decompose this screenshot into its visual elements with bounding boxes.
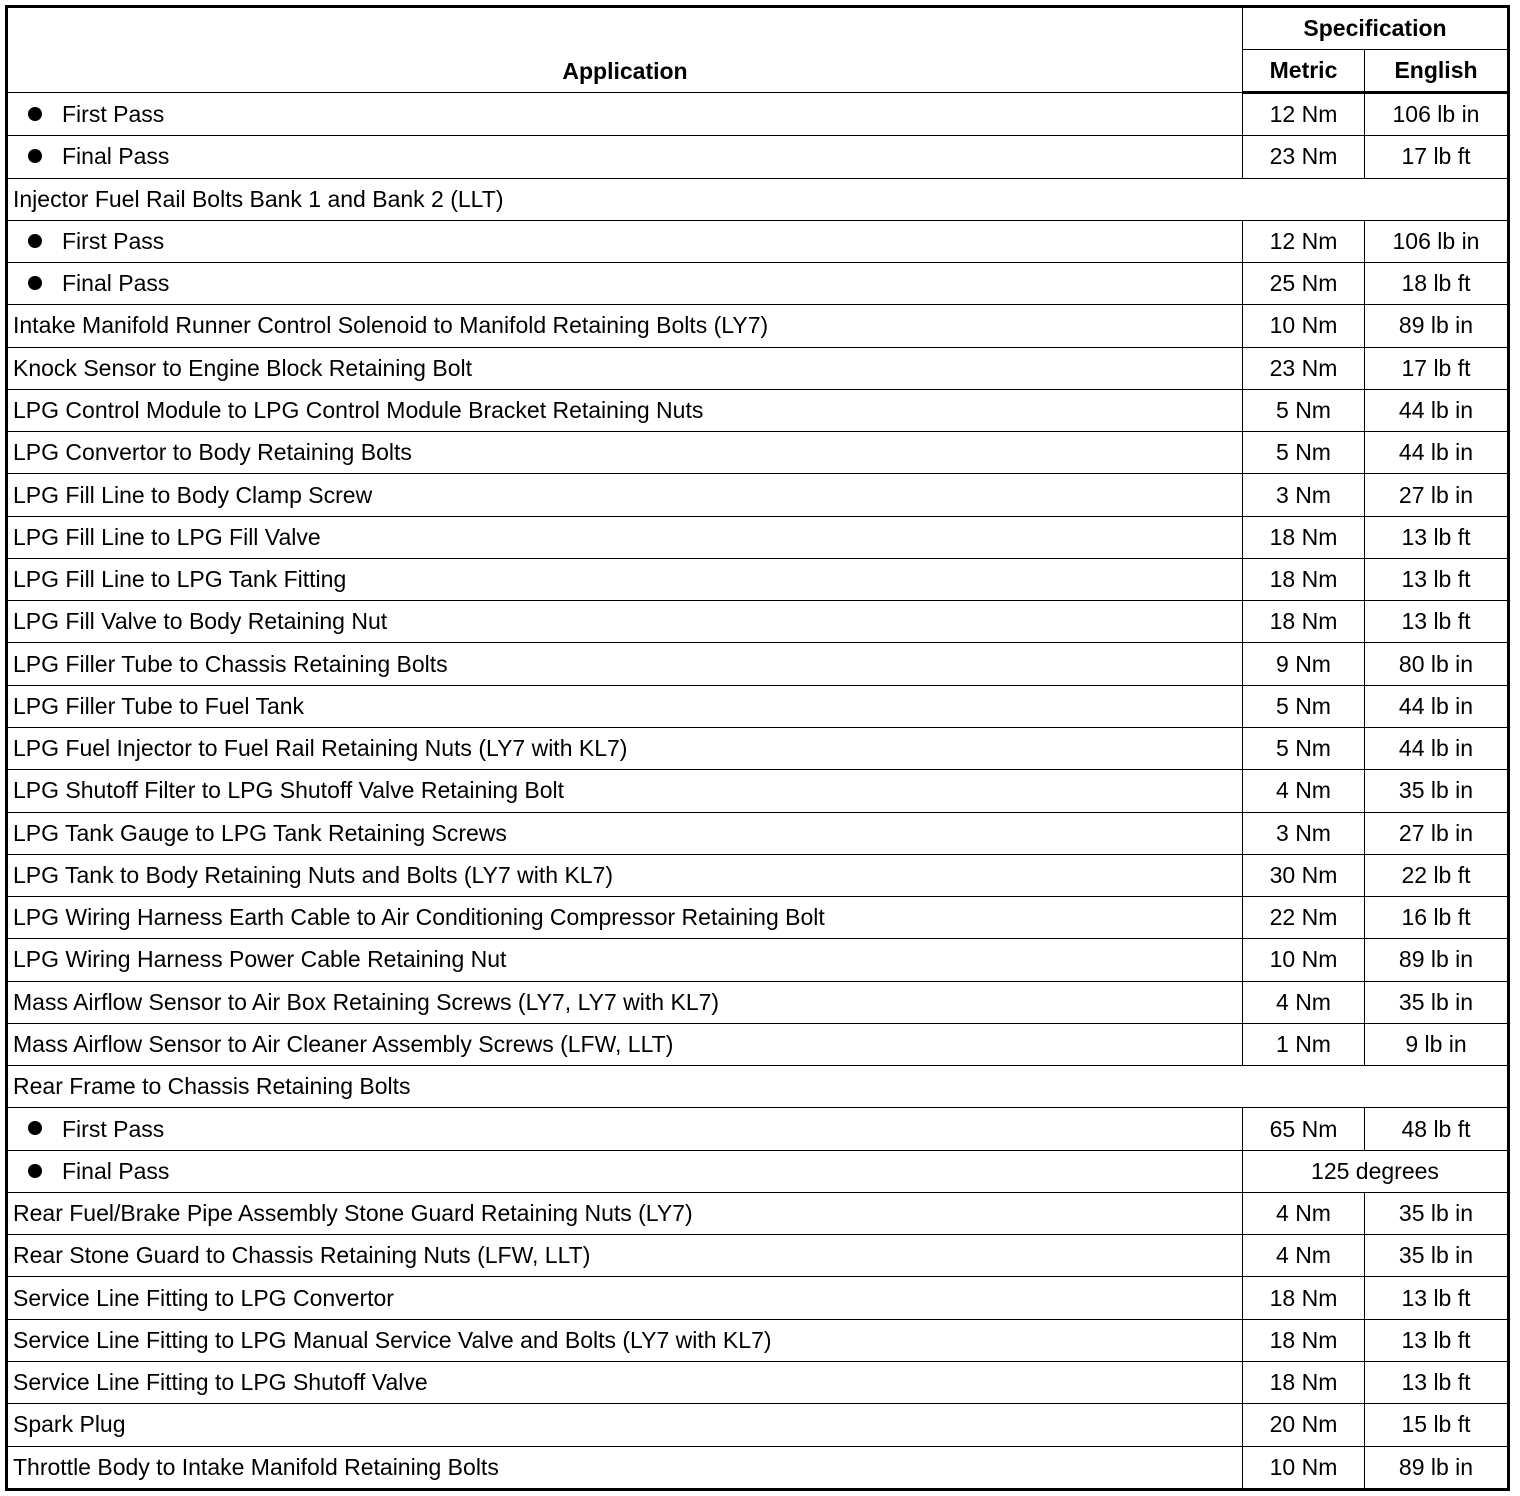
table-row [7,643,1509,685]
application-cell [7,474,1243,516]
english-cell: 13 lb ft [1365,516,1509,558]
english-cell: 17 lb ft [1365,347,1509,389]
application-label: LPG Shutoff Filter to LPG Shutoff Valve Retaining Bolt [13,777,565,804]
application-label: LPG Fill Line to Body Clamp Screw [13,481,373,508]
english-cell: 13 lb ft [1365,601,1509,643]
table-row [7,1023,1509,1065]
application-label: LPG Fill Line to LPG Fill Valve [13,523,321,550]
application-label: Mass Airflow Sensor to Air Box Retaining Screws (LY7, LY7 with KL7) [13,988,720,1015]
english-cell: 44 lb in [1365,389,1509,431]
table-row [7,812,1509,854]
metric-cell: 5 Nm [1243,432,1365,474]
bullet-icon [28,1121,42,1135]
torque-spec-table [5,5,1510,1491]
table-body [7,93,1509,1490]
application-label: LPG Control Module to LPG Control Module Bracket Retaining Nuts [13,396,704,423]
metric-cell: 1 Nm [1243,1023,1365,1065]
table-row [7,1446,1509,1490]
metric-cell: 10 Nm [1243,305,1365,347]
application-cell [7,897,1243,939]
application-cell [7,1066,1509,1108]
english-cell: 13 lb ft [1365,1277,1509,1319]
application-cell [7,1235,1243,1277]
english-cell: 89 lb in [1365,939,1509,981]
application-label: LPG Fill Line to LPG Tank Fitting [13,566,347,593]
english-cell: 35 lb in [1365,1235,1509,1277]
english-cell: 106 lb in [1365,220,1509,262]
metric-cell: 18 Nm [1243,516,1365,558]
bullet-icon [28,234,42,248]
application-cell [7,558,1243,600]
english-cell: 44 lb in [1365,685,1509,727]
metric-cell: 65 Nm [1243,1108,1365,1150]
english-cell: 16 lb ft [1365,897,1509,939]
application-label: Final Pass [62,1157,170,1184]
metric-cell: 18 Nm [1243,558,1365,600]
english-cell: 22 lb ft [1365,854,1509,896]
english-cell: 15 lb ft [1365,1404,1509,1446]
metric-cell: 18 Nm [1243,601,1365,643]
table-row [7,939,1509,981]
metric-cell: 3 Nm [1243,812,1365,854]
table-row [7,558,1509,600]
english-cell: 80 lb in [1365,643,1509,685]
application-cell [7,601,1243,643]
table-row [7,1319,1509,1361]
application-label: Knock Sensor to Engine Block Retaining Bolt [13,354,472,381]
table-row [7,220,1509,262]
application-cell [7,305,1243,347]
english-cell: 35 lb in [1365,981,1509,1023]
metric-cell: 22 Nm [1243,897,1365,939]
application-label: Rear Stone Guard to Chassis Retaining Nuts (LFW, LLT) [13,1242,591,1269]
english-cell: 89 lb in [1365,305,1509,347]
table-row [7,1361,1509,1403]
english-cell: 13 lb ft [1365,1319,1509,1361]
metric-cell: 25 Nm [1243,263,1365,305]
metric-cell: 5 Nm [1243,685,1365,727]
metric-cell: 9 Nm [1243,643,1365,685]
table-row [7,897,1509,939]
application-label: Injector Fuel Rail Bolts Bank 1 and Bank 2 (LLT) [13,185,504,212]
application-label: Final Pass [62,143,170,170]
application-cell [7,812,1243,854]
metric-cell: 4 Nm [1243,981,1365,1023]
application-cell [7,136,1243,178]
table-row [7,981,1509,1023]
table-row [7,727,1509,769]
metric-cell: 12 Nm [1243,220,1365,262]
application-cell [7,516,1243,558]
application-cell [7,432,1243,474]
table-row [7,474,1509,516]
application-label: First Pass [62,1115,165,1142]
table-row [7,516,1509,558]
metric-cell: 18 Nm [1243,1319,1365,1361]
english-header: English [1365,50,1509,93]
application-label: Mass Airflow Sensor to Air Cleaner Assembly Screws (LFW, LLT) [13,1030,674,1057]
table-group-row [7,1066,1509,1108]
application-cell [7,981,1243,1023]
metric-cell: 30 Nm [1243,854,1365,896]
english-cell: 35 lb in [1365,1192,1509,1234]
application-label: Rear Frame to Chassis Retaining Bolts [13,1073,411,1100]
application-cell [7,263,1243,305]
application-cell [7,1192,1243,1234]
metric-cell: 4 Nm [1243,770,1365,812]
spec-value-cell: 125 degrees [1243,1150,1509,1192]
english-cell: 18 lb ft [1365,263,1509,305]
application-label: Rear Fuel/Brake Pipe Assembly Stone Guard Retaining Nuts (LY7) [13,1200,693,1227]
application-label: LPG Convertor to Body Retaining Bolts [13,439,412,466]
application-cell [7,1150,1243,1192]
application-cell [7,220,1243,262]
application-label: LPG Tank to Body Retaining Nuts and Bolts (LY7 with KL7) [13,861,614,888]
metric-cell: 12 Nm [1243,93,1365,136]
application-cell [7,1108,1243,1150]
application-cell [7,1023,1243,1065]
table-row [7,347,1509,389]
english-cell: 89 lb in [1365,1446,1509,1490]
table-row [7,1150,1509,1192]
english-cell: 17 lb ft [1365,136,1509,178]
metric-cell: 5 Nm [1243,727,1365,769]
bullet-icon [28,149,42,163]
metric-header: Metric [1243,50,1365,93]
english-cell: 13 lb ft [1365,1361,1509,1403]
metric-cell: 3 Nm [1243,474,1365,516]
metric-cell: 5 Nm [1243,389,1365,431]
table-row [7,854,1509,896]
application-cell [7,178,1509,220]
english-cell: 13 lb ft [1365,558,1509,600]
english-cell: 27 lb in [1365,812,1509,854]
application-label: Throttle Body to Intake Manifold Retaining Bolts [13,1453,499,1480]
table-row [7,1108,1509,1150]
metric-cell: 18 Nm [1243,1361,1365,1403]
table-row [7,1404,1509,1446]
english-cell: 44 lb in [1365,727,1509,769]
application-label: First Pass [62,100,165,127]
application-label: LPG Wiring Harness Power Cable Retaining Nut [13,946,507,973]
table-row [7,263,1509,305]
application-cell [7,727,1243,769]
table-row [7,1192,1509,1234]
table-row [7,1235,1509,1277]
english-cell: 27 lb in [1365,474,1509,516]
application-cell [7,1404,1243,1446]
english-cell: 106 lb in [1365,93,1509,136]
metric-cell: 20 Nm [1243,1404,1365,1446]
application-label: Service Line Fitting to LPG Shutoff Valve [13,1369,428,1396]
metric-cell: 4 Nm [1243,1192,1365,1234]
metric-cell: 23 Nm [1243,136,1365,178]
application-label: LPG Wiring Harness Earth Cable to Air Conditioning Compressor Retaining Bolt [13,904,825,931]
english-cell: 35 lb in [1365,770,1509,812]
bullet-icon [28,1164,42,1178]
metric-cell: 4 Nm [1243,1235,1365,1277]
metric-cell: 10 Nm [1243,939,1365,981]
table-row [7,685,1509,727]
table-row [7,770,1509,812]
application-label: Spark Plug [13,1411,126,1438]
bullet-icon [28,107,42,121]
application-cell [7,1361,1243,1403]
table-row [7,93,1509,136]
table-row [7,389,1509,431]
application-label: LPG Tank Gauge to LPG Tank Retaining Screws [13,819,507,846]
application-cell [7,1446,1243,1490]
table-row [7,601,1509,643]
specification-header: Specification [1243,7,1509,50]
application-cell [7,93,1243,136]
application-label: First Pass [62,227,165,254]
application-label: Final Pass [62,270,170,297]
application-label: Intake Manifold Runner Control Solenoid to Manifold Retaining Bolts (LY7) [13,312,769,339]
table-group-row [7,178,1509,220]
application-cell [7,854,1243,896]
application-cell [7,939,1243,981]
table-row [7,432,1509,474]
bullet-icon [28,276,42,290]
application-label: LPG Fuel Injector to Fuel Rail Retaining Nuts (LY7 with KL7) [13,735,628,762]
table-row [7,1277,1509,1319]
table-row [7,136,1509,178]
metric-cell: 10 Nm [1243,1446,1365,1490]
application-label: LPG Filler Tube to Chassis Retaining Bolts [13,650,448,677]
application-cell [7,389,1243,431]
application-label: Service Line Fitting to LPG Convertor [13,1284,394,1311]
english-cell: 9 lb in [1365,1023,1509,1065]
application-label: Service Line Fitting to LPG Manual Service Valve and Bolts (LY7 with KL7) [13,1326,772,1353]
application-cell [7,1277,1243,1319]
application-cell [7,770,1243,812]
application-cell [7,347,1243,389]
application-label: LPG Filler Tube to Fuel Tank [13,692,305,719]
table-header [7,7,1509,93]
application-header: Application [7,7,1243,93]
metric-cell: 23 Nm [1243,347,1365,389]
application-cell [7,643,1243,685]
application-label: LPG Fill Valve to Body Retaining Nut [13,608,388,635]
application-cell [7,685,1243,727]
table-row [7,305,1509,347]
english-cell: 44 lb in [1365,432,1509,474]
metric-cell: 18 Nm [1243,1277,1365,1319]
application-cell [7,1319,1243,1361]
english-cell: 48 lb ft [1365,1108,1509,1150]
